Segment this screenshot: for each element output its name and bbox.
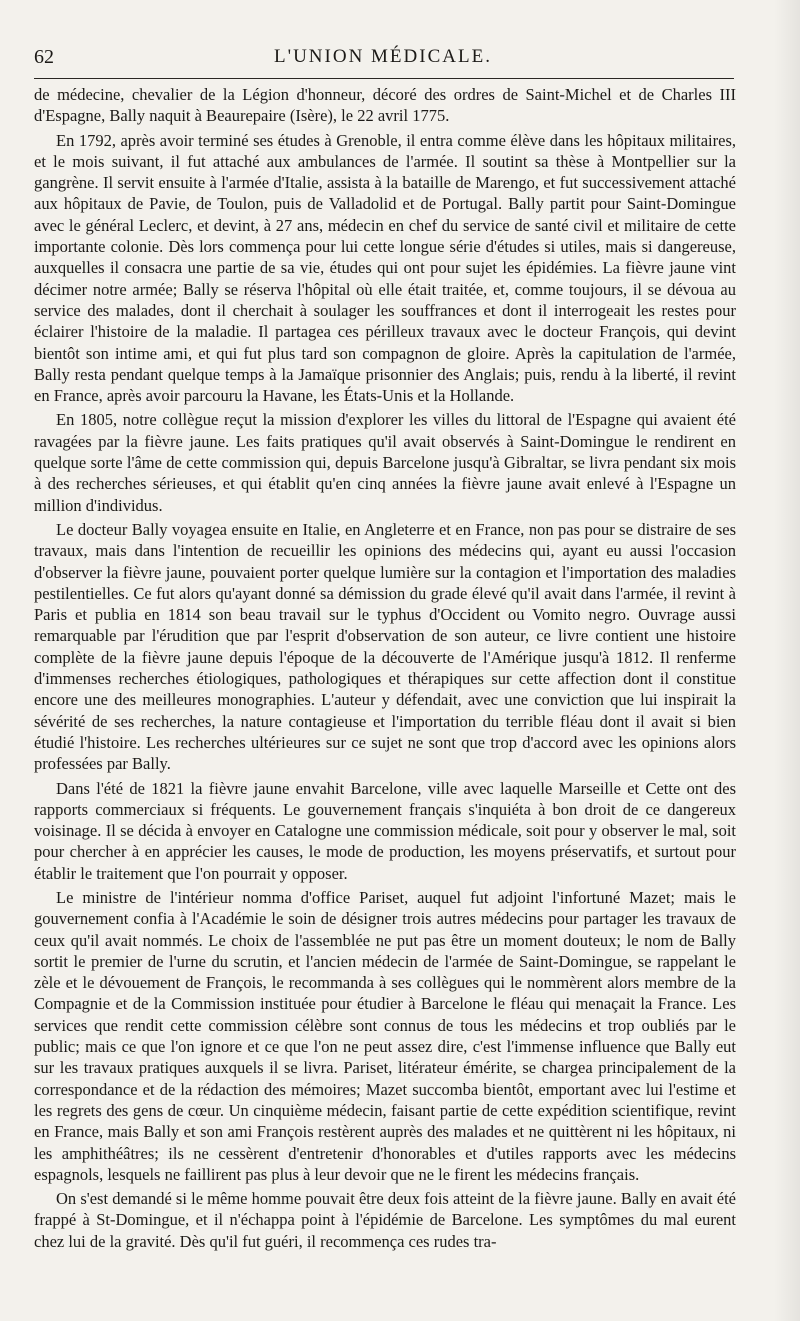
running-title: L'UNION MÉDICALE. (274, 46, 492, 67)
article-body (34, 84, 736, 1255)
paragraph-2: En 1792, après avoir terminé ses études à Grenoble, il entra comme élève dans les hôpitaux militaires, et le mois suivant, il fut attaché aux ambulances de l'armée. Il soutint sa thèse à Montpellier sur la gangrène. Il servit ensuite à l'armée d'Italie, assista à la bataille de Marengo, et fut successivement attaché aux hôpitaux de Pavie, de Toulon, puis de Valladolid et de Portugal. Bally partit pour Saint-Domingue avec le général Leclerc, et devint, à 27 ans, médecin en chef du service de santé civil et militaire de cette importante colonie. Dès lors commença pour lui cette longue série d'études si utiles, mais si dangereuse, auxquelles il consacra une partie de sa vie, études qui ont pour sujet les épidémies. La fièvre jaune vint décimer notre armée; Bally se réserva l'hôpital où elle était traitée, et, comme toujours, il se dévoua au service des malades, dont il cherchait à soulager les souffrances et dont il interrogeait les restes pour éclairer l'histoire de la maladie. Il partagea ces périlleux travaux avec le docteur François, qui devint bientôt son intime ami, et qui fut plus tard son compagnon de gloire. Après la capitulation de l'armée, Bally resta pendant quelque temps à la Jamaïque prisonnier des Anglais; puis, rendu à la liberté, il revint en France, après avoir parcouru la Havane, les États-Unis et la Hollande. (34, 130, 736, 406)
paragraph-5: Dans l'été de 1821 la fièvre jaune envahit Barcelone, ville avec laquelle Marseille et Cette ont des rapports commerciaux si fréquents. Le gouvernement français s'inquiéta à bon droit de ce dangereux voisinage. Il se décida à envoyer en Catalogne une commission médicale, soit pour y observer le mal, soit pour chercher à en apprécier les causes, le mode de production, les moyens préservatifs, et surtout pour établir le traitement que l'on pourrait y opposer. (34, 778, 736, 883)
paragraph-4: Le docteur Bally voyagea ensuite en Italie, en Angleterre et en France, non pas pour se distraire de ses travaux, mais dans l'intention de recueillir les opinions des médecins qui, ayant eu aussi l'occasion d'observer la fièvre jaune, pouvaient porter quelque lumière sur la contagion et l'importation des maladies pestilentielles. Ce fut alors qu'ayant donné sa démission du grade élevé qu'il avait dans l'armée, il revint à Paris et publia en 1814 son beau travail sur le typhus d'Occident ou Vomito negro. Ouvrage aussi remarquable par l'érudition que par l'esprit d'observation de son auteur, ce livre contient une histoire complète de la fièvre jaune depuis l'époque de la découverte de l'Amérique jusqu'à 1812. Il renferme d'immenses recherches étiologiques, pathologiques et thérapiques sur cette affection dont il constitue encore une des meilleures monographies. L'auteur y défendait, avec une conviction que lui inspirait la sévérité de ses recherches, la nature contagieuse et l'importation du terrible fléau dont il avait si bien étudié l'histoire. Les recherches ultérieures sur ce sujet ne sont que trop d'accord avec les opinions alors professées par Bally. (34, 519, 736, 774)
page-number: 62 (34, 46, 54, 68)
header-rule (34, 78, 734, 79)
paragraph-3: En 1805, notre collègue reçut la mission d'explorer les villes du littoral de l'Espagne qui avaient été ravagées par la fièvre jaune. Les faits pratiques qu'il avait observés à Saint-Domingue le rendirent en quelque sorte l'âme de cette commission qui, depuis Barcelone jusqu'à Gibraltar, se livra pendant six mois à des recherches sérieuses, et qui établit qu'en cinq années la fièvre jaune avait enlevé à l'Espagne un million d'individus. (34, 410, 736, 515)
page-edge-shadow (774, 0, 800, 1321)
paragraph-6: Le ministre de l'intérieur nomma d'office Pariset, auquel fut adjoint l'infortuné Mazet; mais le gouvernement confia à l'Académie le soin de désigner trois autres médecins pour partager les travaux de ceux qu'il avait nommés. Le choix de l'assemblée ne put pas être un moment douteux; le nom de Bally sortit le premier de l'urne du scrutin, et l'ancien médecin de l'armée de Saint-Domingue, se rappelant le zèle et le dévouement de François, le recommanda à ses collègues qui le nommèrent alors membre de la Compagnie et de la Commission instituée pour étudier à Barcelone le fléau qui menaçait la France. Les services que rendit cette commission célèbre sont connus de tous les médecins et trop oubliés par le public; mais ce que l'on ignore et ce que l'on ne peut assez dire, c'est l'immense influence que Bally eut sur les travaux pratiques auxquels il se livra. Pariset, litérateur émérite, se chargea principalement de la correspondance et de la rédaction des mémoires; Mazet succomba bientôt, emportant avec lui l'estime et les regrets des gens de cœur. Un cinquième médecin, faisant partie de cette expédition scientifique, revint en France, mais Bally et son ami François restèrent auprès des malades et ne quittèrent ni les hôpitaux, ni les amphithéâtres; ils ne cessèrent d'entretenir d'honorables et d'utiles rapports avec les médecins espagnols, lesquels ne faillirent pas plus à leur devoir que ne le firent les médecins français. (34, 887, 736, 1184)
paragraph-1: de médecine, chevalier de la Légion d'honneur, décoré des ordres de Saint-Michel et de Charles III d'Espagne, Bally naquit à Beaurepaire (Isère), le 22 avril 1775. (34, 85, 736, 126)
paragraph-7: On s'est demandé si le même homme pouvait être deux fois atteint de la fièvre jaune. Bally en avait été frappé à St-Domingue, et il n'échappa point à l'épidémie de Barcelone. Les symptômes du mal eurent chez lui de la gravité. Dès qu'il fut guéri, il recommença ces rudes tra- (34, 1189, 736, 1251)
page-header (34, 44, 732, 74)
